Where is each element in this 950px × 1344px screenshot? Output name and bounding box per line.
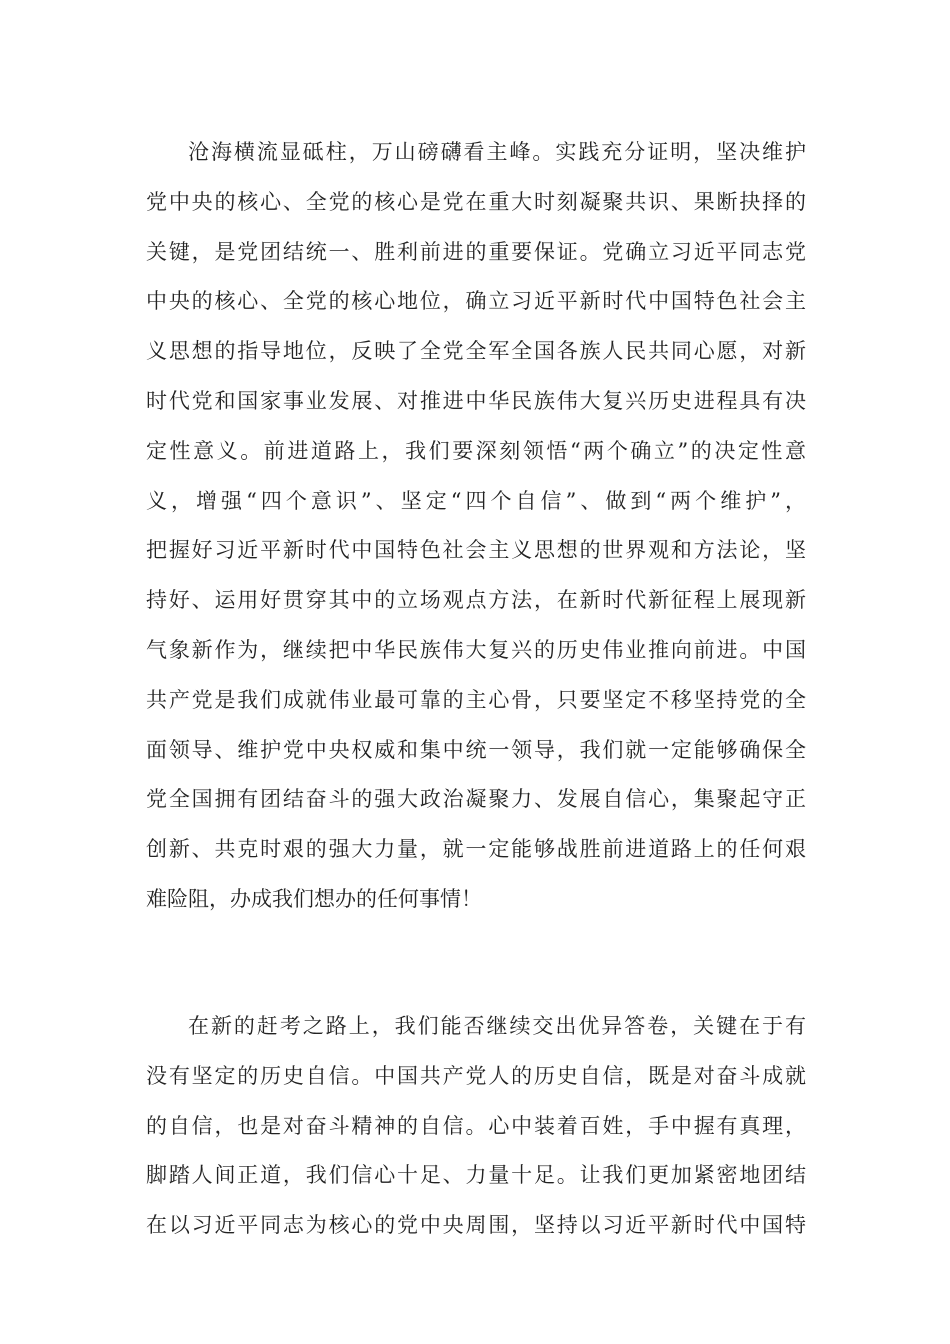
text-line: 持好、运用好贯穿其中的立场观点方法，在新时代新征程上展现新 bbox=[146, 588, 806, 613]
text-line: 面领导、维护党中央权威和集中统一领导，我们就一定能够确保全 bbox=[146, 737, 806, 762]
text-line: 气象新作为，继续把中华民族伟大复兴的历史伟业推向前进。中国 bbox=[146, 637, 806, 662]
text-line: 在以习近平同志为核心的党中央周围，坚持以习近平新时代中国特 bbox=[146, 1213, 806, 1238]
text-line: 沧海横流显砥柱，万山磅礴看主峰。实践充分证明，坚决维护 bbox=[188, 140, 806, 164]
text-line: 义思想的指导地位，反映了全党全军全国各族人民共同心愿，对新 bbox=[146, 339, 806, 364]
text-line: 党中央的核心、全党的核心是党在重大时刻凝聚共识、果断抉择的 bbox=[146, 189, 806, 214]
text-line: 在新的赶考之路上，我们能否继续交出优异答卷，关键在于有 bbox=[188, 1014, 806, 1038]
text-line: 时代党和国家事业发展、对推进中华民族伟大复兴历史进程具有决 bbox=[146, 388, 806, 413]
text-line: 把握好习近平新时代中国特色社会主义思想的世界观和方法论，坚 bbox=[146, 538, 806, 563]
paragraph-1 bbox=[146, 128, 806, 925]
text-line: 党全国拥有团结奋斗的强大政治凝聚力、发展自信心，集聚起守正 bbox=[146, 787, 806, 812]
text-line: 脚踏人间正道，我们信心十足、力量十足。让我们更加紧密地团结 bbox=[146, 1163, 806, 1188]
text-line: 创新、共克时艰的强大力量，就一定能够战胜前进道路上的任何艰 bbox=[146, 837, 806, 862]
paragraph-2 bbox=[146, 1002, 806, 1251]
text-line: 关键，是党团结统一、胜利前进的重要保证。党确立习近平同志党 bbox=[146, 239, 806, 264]
text-line: 难险阻，办成我们想办的任何事情！ bbox=[146, 886, 482, 911]
text-line: 没有坚定的历史自信。中国共产党人的历史自信，既是对奋斗成就 bbox=[146, 1063, 806, 1088]
text-line: 共产党是我们成就伟业最可靠的主心骨，只要坚定不移坚持党的全 bbox=[146, 687, 806, 712]
text-line: 定性意义。前进道路上，我们要深刻领悟“两个确立”的决定性意 bbox=[146, 438, 806, 463]
text-line: 的自信，也是对奋斗精神的自信。心中装着百姓，手中握有真理， bbox=[146, 1113, 806, 1138]
text-line: 义，增强“四个意识”、坚定“四个自信”、做到“两个维护”， bbox=[146, 488, 806, 513]
text-line: 中央的核心、全党的核心地位，确立习近平新时代中国特色社会主 bbox=[146, 289, 806, 314]
